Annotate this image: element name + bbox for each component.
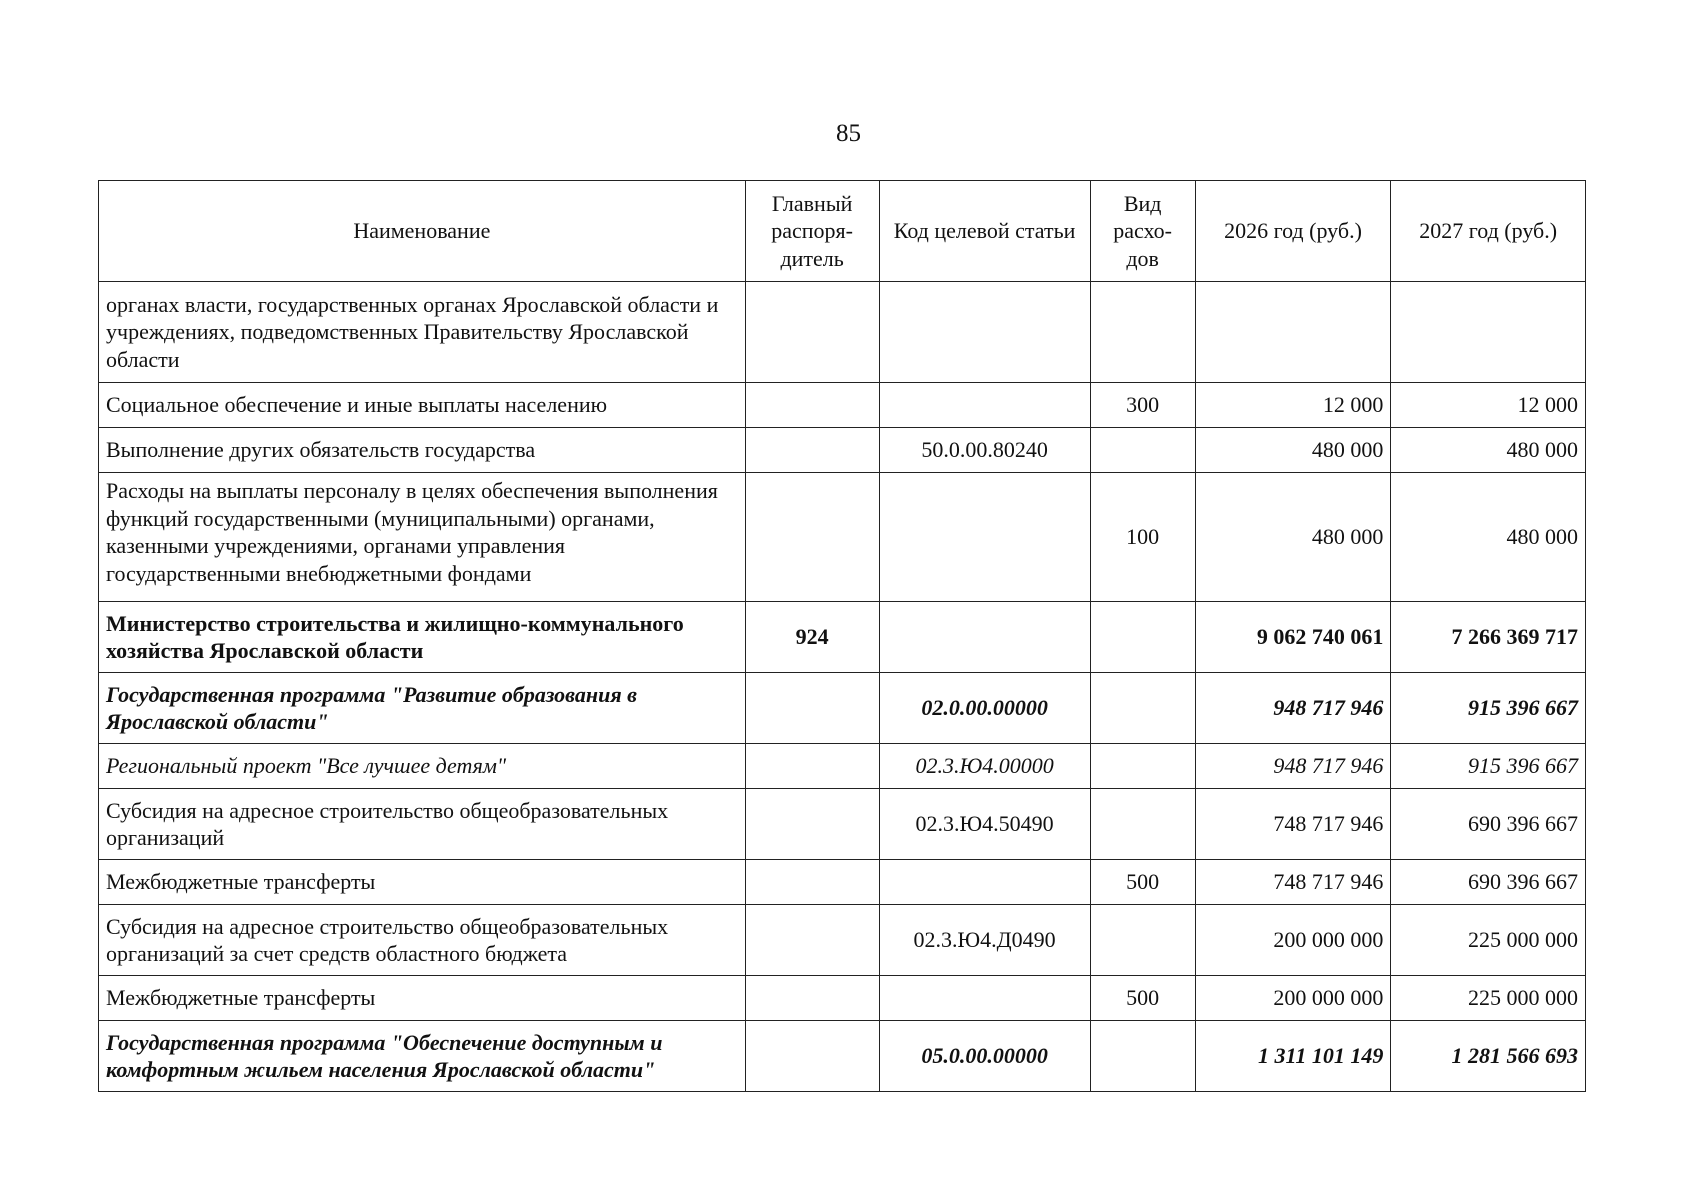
row-chief-manager (745, 383, 879, 428)
row-target-code (879, 976, 1090, 1021)
row-name: Субсидия на адресное строительство общеобразовательных организаций (99, 789, 746, 860)
row-amount-2027: 225 000 000 (1391, 976, 1586, 1021)
row-amount-2026: 12 000 (1195, 383, 1391, 428)
row-name: органах власти, государственных органах Ярославской области и учреждениях, подведомственных Правительству Ярославской области (99, 282, 746, 383)
row-amount-2027: 1 281 566 693 (1391, 1021, 1586, 1092)
row-expense-type: 500 (1090, 860, 1195, 905)
header-chief-manager: Главный распоря-дитель (745, 181, 879, 282)
row-expense-type: 500 (1090, 976, 1195, 1021)
row-expense-type (1090, 282, 1195, 383)
table-row (99, 976, 1586, 1021)
row-name: Министерство строительства и жилищно-коммунального хозяйства Ярославской области (99, 602, 746, 673)
row-name: Социальное обеспечение и иные выплаты населению (99, 383, 746, 428)
table-row (99, 383, 1586, 428)
row-name: Межбюджетные трансферты (99, 860, 746, 905)
row-name: Государственная программа "Обеспечение доступным и комфортным жильем населения Ярославской области" (99, 1021, 746, 1092)
row-amount-2027: 480 000 (1391, 428, 1586, 473)
header-expense-type: Вид расхо-дов (1090, 181, 1195, 282)
row-amount-2026: 948 717 946 (1195, 744, 1391, 789)
table-row (99, 744, 1586, 789)
row-amount-2027: 225 000 000 (1391, 905, 1586, 976)
row-target-code (879, 282, 1090, 383)
row-target-code (879, 860, 1090, 905)
row-amount-2026: 200 000 000 (1195, 976, 1391, 1021)
row-amount-2027: 690 396 667 (1391, 860, 1586, 905)
row-amount-2026: 200 000 000 (1195, 905, 1391, 976)
row-target-code: 02.3.Ю4.Д0490 (879, 905, 1090, 976)
table-row (99, 602, 1586, 673)
row-chief-manager (745, 789, 879, 860)
row-amount-2027: 12 000 (1391, 383, 1586, 428)
row-chief-manager (745, 473, 879, 602)
budget-table (98, 180, 1586, 1092)
row-name: Межбюджетные трансферты (99, 976, 746, 1021)
row-amount-2026: 480 000 (1195, 428, 1391, 473)
row-amount-2026: 948 717 946 (1195, 673, 1391, 744)
table-row (99, 282, 1586, 383)
row-expense-type (1090, 428, 1195, 473)
table-header-row (99, 181, 1586, 282)
row-target-code: 50.0.00.80240 (879, 428, 1090, 473)
row-amount-2027 (1391, 282, 1586, 383)
table-row (99, 905, 1586, 976)
row-chief-manager (745, 905, 879, 976)
row-amount-2027: 7 266 369 717 (1391, 602, 1586, 673)
row-amount-2026: 1 311 101 149 (1195, 1021, 1391, 1092)
row-amount-2026: 480 000 (1195, 473, 1391, 602)
row-amount-2027: 915 396 667 (1391, 673, 1586, 744)
row-target-code (879, 383, 1090, 428)
header-name: Наименование (99, 181, 746, 282)
row-amount-2027: 480 000 (1391, 473, 1586, 602)
row-expense-type (1090, 673, 1195, 744)
table-row (99, 473, 1586, 602)
row-name: Расходы на выплаты персоналу в целях обеспечения выполнения функций государственными (муниципальными) органами, казенными учреждениями, органами управления государственными внебюджетными фондами (99, 473, 746, 602)
row-amount-2026: 748 717 946 (1195, 860, 1391, 905)
row-expense-type (1090, 905, 1195, 976)
row-chief-manager (745, 673, 879, 744)
row-target-code: 05.0.00.00000 (879, 1021, 1090, 1092)
table-row (99, 789, 1586, 860)
header-year-2027: 2027 год (руб.) (1391, 181, 1586, 282)
row-chief-manager: 924 (745, 602, 879, 673)
row-expense-type: 300 (1090, 383, 1195, 428)
table-row (99, 673, 1586, 744)
table-row (99, 860, 1586, 905)
row-expense-type: 100 (1090, 473, 1195, 602)
row-target-code: 02.3.Ю4.00000 (879, 744, 1090, 789)
row-chief-manager (745, 282, 879, 383)
table-row (99, 1021, 1586, 1092)
row-chief-manager (745, 428, 879, 473)
row-expense-type (1090, 1021, 1195, 1092)
row-chief-manager (745, 860, 879, 905)
header-target-code: Код целевой статьи (879, 181, 1090, 282)
row-chief-manager (745, 744, 879, 789)
header-year-2026: 2026 год (руб.) (1195, 181, 1391, 282)
row-name: Государственная программа "Развитие образования в Ярославской области" (99, 673, 746, 744)
table-row (99, 428, 1586, 473)
row-chief-manager (745, 976, 879, 1021)
row-target-code: 02.0.00.00000 (879, 673, 1090, 744)
row-expense-type (1090, 789, 1195, 860)
row-amount-2027: 915 396 667 (1391, 744, 1586, 789)
row-amount-2026: 748 717 946 (1195, 789, 1391, 860)
row-target-code (879, 473, 1090, 602)
row-name: Региональный проект "Все лучшее детям" (99, 744, 746, 789)
row-amount-2026 (1195, 282, 1391, 383)
row-name: Выполнение других обязательств государства (99, 428, 746, 473)
row-amount-2026: 9 062 740 061 (1195, 602, 1391, 673)
row-target-code: 02.3.Ю4.50490 (879, 789, 1090, 860)
row-expense-type (1090, 744, 1195, 789)
row-name: Субсидия на адресное строительство общеобразовательных организаций за счет средств областного бюджета (99, 905, 746, 976)
row-chief-manager (745, 1021, 879, 1092)
row-expense-type (1090, 602, 1195, 673)
page-number: 85 (836, 120, 861, 147)
row-amount-2027: 690 396 667 (1391, 789, 1586, 860)
row-target-code (879, 602, 1090, 673)
